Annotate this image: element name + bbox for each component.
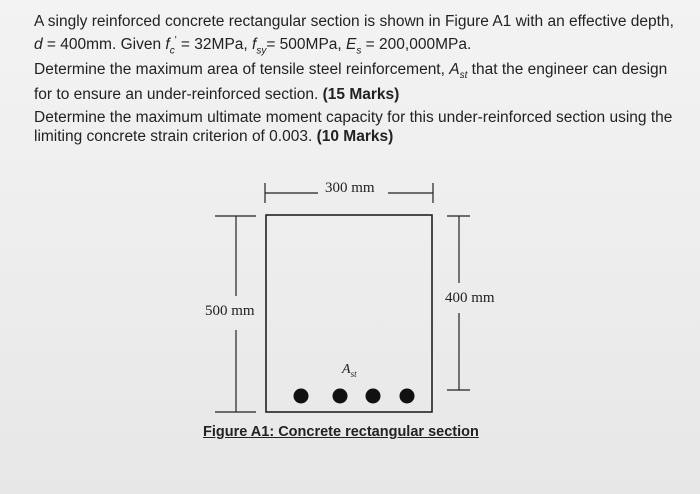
var-d: d bbox=[34, 36, 43, 54]
intro-text: A singly reinforced concrete rectangular section is shown in Figure A1 with an effective depth, bbox=[34, 13, 674, 30]
var-ast-sub: st bbox=[459, 70, 468, 82]
var-fc: f bbox=[165, 36, 170, 54]
steel-var-sub: st bbox=[350, 368, 357, 379]
var-fsy-sub: sy bbox=[256, 45, 267, 57]
fsy-value: = 500MPa, bbox=[266, 36, 347, 54]
steel-bar bbox=[333, 389, 348, 404]
var-fsy: f bbox=[252, 36, 257, 54]
part2-marks: (10 Marks) bbox=[316, 128, 394, 145]
part2-text: Determine the maximum ultimate moment capacity for this under-reinforced section using the limiting concrete strain criterion of 0.003. bbox=[34, 109, 673, 145]
part1-text: Determine the maximum area of tensile steel reinforcement, bbox=[34, 61, 450, 78]
problem-statement bbox=[34, 12, 674, 60]
steel-var: A bbox=[342, 362, 351, 377]
width-label: 300 mm bbox=[325, 180, 375, 196]
d-value: = 400mm. Given bbox=[42, 36, 166, 54]
steel-bar bbox=[294, 389, 309, 404]
part1-marks: (15 Marks) bbox=[322, 86, 400, 104]
var-fc-sub: c bbox=[169, 45, 175, 57]
es-value: = 200,000MPa. bbox=[361, 36, 472, 54]
fc-value: = 32MPa, bbox=[176, 36, 253, 54]
depth-label: 400 mm bbox=[445, 290, 495, 306]
steel-area-label bbox=[342, 362, 357, 379]
concrete-section bbox=[266, 215, 432, 412]
part1-text-b: that the engineer can design for to ensure an under-reinforced section. bbox=[34, 61, 668, 104]
steel-bar bbox=[366, 389, 381, 404]
steel-bar bbox=[400, 389, 415, 404]
var-es-sub: s bbox=[356, 45, 362, 57]
figure-caption: Figure A1: Concrete rectangular section bbox=[203, 424, 479, 440]
height-label: 500 mm bbox=[205, 303, 255, 319]
question-part-2 bbox=[34, 108, 674, 146]
var-fc-sup: ' bbox=[174, 35, 177, 46]
var-ast: A bbox=[449, 61, 460, 78]
question-part-1 bbox=[34, 60, 674, 104]
var-es: E bbox=[346, 36, 357, 54]
